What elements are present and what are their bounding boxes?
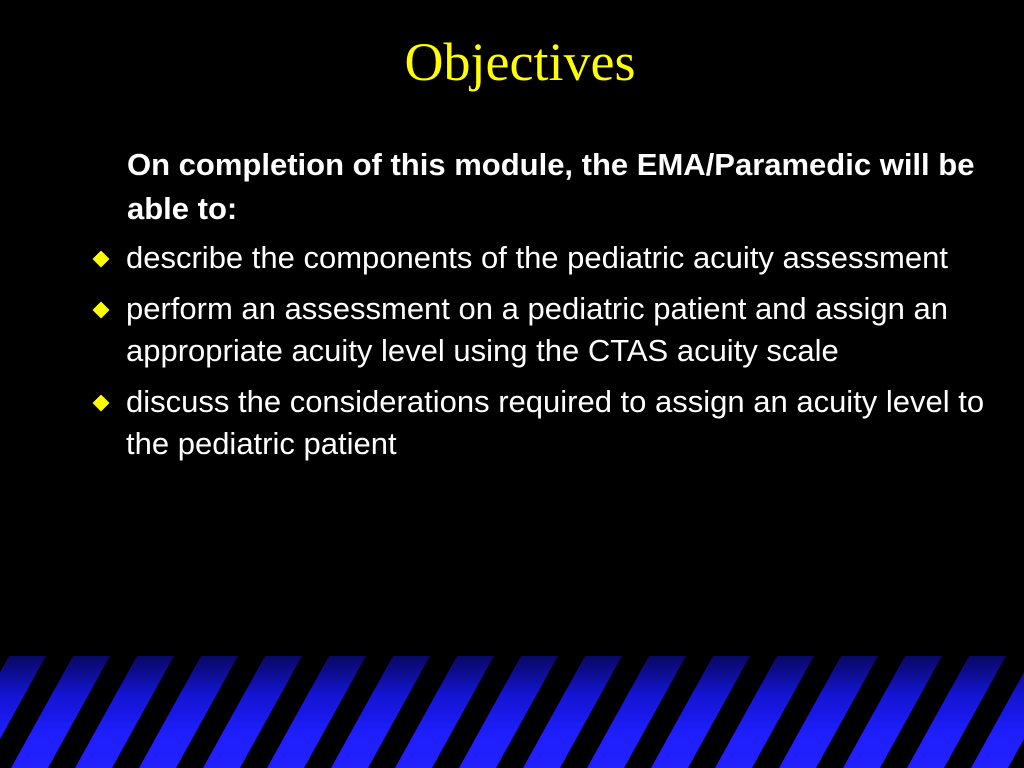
decorative-stripe-band <box>0 656 1024 768</box>
stripe-pattern <box>0 656 1024 768</box>
intro-text: On completion of this module, the EMA/Paramedic will be able to: <box>127 147 975 226</box>
bullet-text: describe the components of the pediatric acuity assessment <box>126 240 948 275</box>
bullet-text: discuss the considerations required to assign an acuity level to the pediatric patient <box>126 384 985 461</box>
objectives-list <box>90 237 990 474</box>
diamond-icon <box>93 395 110 412</box>
bullet-text: perform an assessment on a pediatric patient and assign an appropriate acuity level using the CTAS acuity scale <box>126 291 948 368</box>
list-item <box>90 381 990 465</box>
list-item <box>90 288 990 372</box>
slide-title: Objectives <box>404 32 636 92</box>
diamond-icon <box>93 302 110 319</box>
list-item <box>90 237 990 279</box>
diamond-icon <box>93 251 110 268</box>
